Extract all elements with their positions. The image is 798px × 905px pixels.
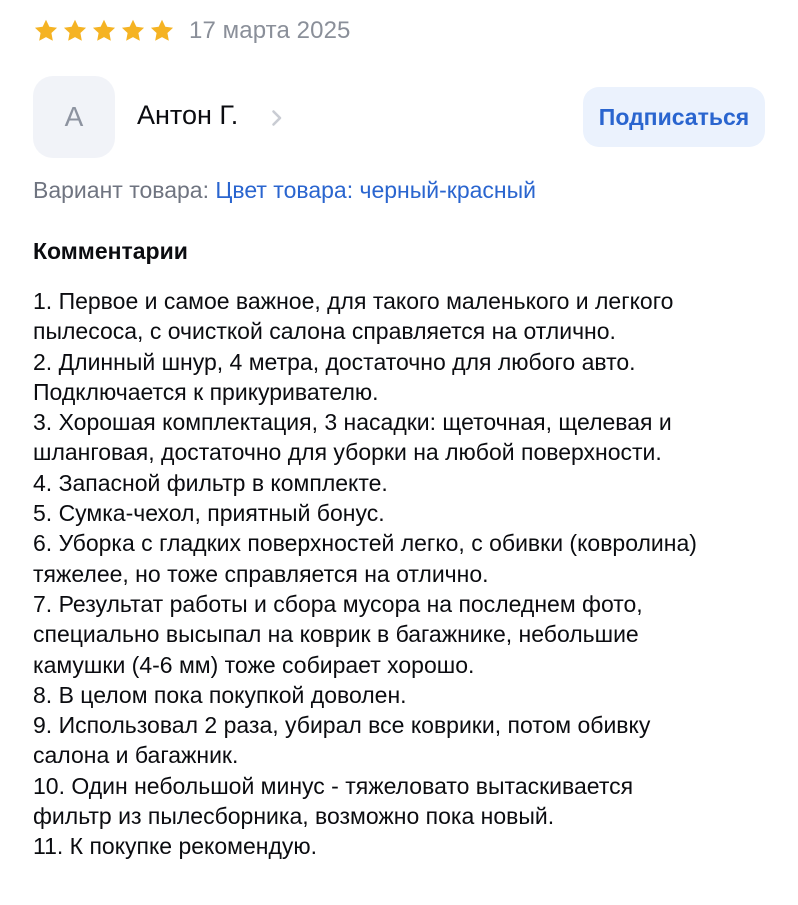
comment-line: 9. Использовал 2 раза, убирал все коврики, потом обивку: [33, 712, 651, 739]
author-name[interactable]: Антон Г.: [137, 100, 239, 130]
star-icon: [62, 18, 88, 44]
comment-line: 7. Результат работы и сбора мусора на последнем фото,: [33, 590, 643, 617]
comment-line: 6. Уборка с гладких поверхностей легко, с обивки (ковролина): [33, 530, 697, 557]
author-row: [33, 76, 765, 160]
comment-line: камушки (4-6 мм) тоже собирает хорошо.: [33, 651, 475, 678]
comment-line: специально высыпал на коврик в багажнике, небольшие: [33, 621, 639, 648]
comment-line: шланговая, достаточно для уборки на любой поверхности.: [33, 439, 662, 466]
rating-row: [33, 14, 350, 48]
chevron-right-icon[interactable]: [271, 109, 283, 127]
comment-text: [33, 286, 773, 862]
comments-heading: Комментарии: [33, 238, 188, 264]
comment-line: салона и багажник.: [33, 742, 239, 769]
comment-line: тяжелее, но тоже справляется на отлично.: [33, 560, 489, 587]
review-date: 17 марта 2025: [189, 17, 351, 44]
comment-line: 8. В целом пока покупкой доволен.: [33, 681, 407, 708]
comment-line: пылесоса, с очисткой салона справляется на отлично.: [33, 318, 616, 345]
comment-line: 10. Один небольшой минус - тяжеловато вытаскивается: [33, 772, 634, 799]
star-icon: [120, 18, 146, 44]
comment-line: фильтр из пылесборника, возможно пока новый.: [33, 803, 555, 830]
variant-value[interactable]: Цвет товара: черный-красный: [215, 177, 537, 203]
comment-line: Подключается к прикуривателю.: [33, 378, 379, 405]
comment-line: 11. К покупке рекомендую.: [33, 833, 318, 860]
comment-line: 1. Первое и самое важное, для такого маленького и легкого: [33, 288, 674, 314]
comment-line: 5. Сумка-чехол, приятный бонус.: [33, 500, 385, 527]
variant-label: Вариант товара:: [33, 177, 209, 203]
comment-line: 3. Хорошая комплектация, 3 насадки: щеточная, щелевая и: [33, 409, 672, 436]
comment-line: 4. Запасной фильтр в комплекте.: [33, 469, 388, 496]
star-icon: [91, 18, 117, 44]
star-icon: [33, 18, 59, 44]
product-variant: [33, 177, 536, 204]
star-rating: [33, 18, 175, 44]
avatar[interactable]: А: [33, 76, 115, 158]
subscribe-button[interactable]: Подписаться: [583, 87, 765, 147]
star-icon: [149, 18, 175, 44]
comment-line: 2. Длинный шнур, 4 метра, достаточно для любого авто.: [33, 348, 636, 375]
